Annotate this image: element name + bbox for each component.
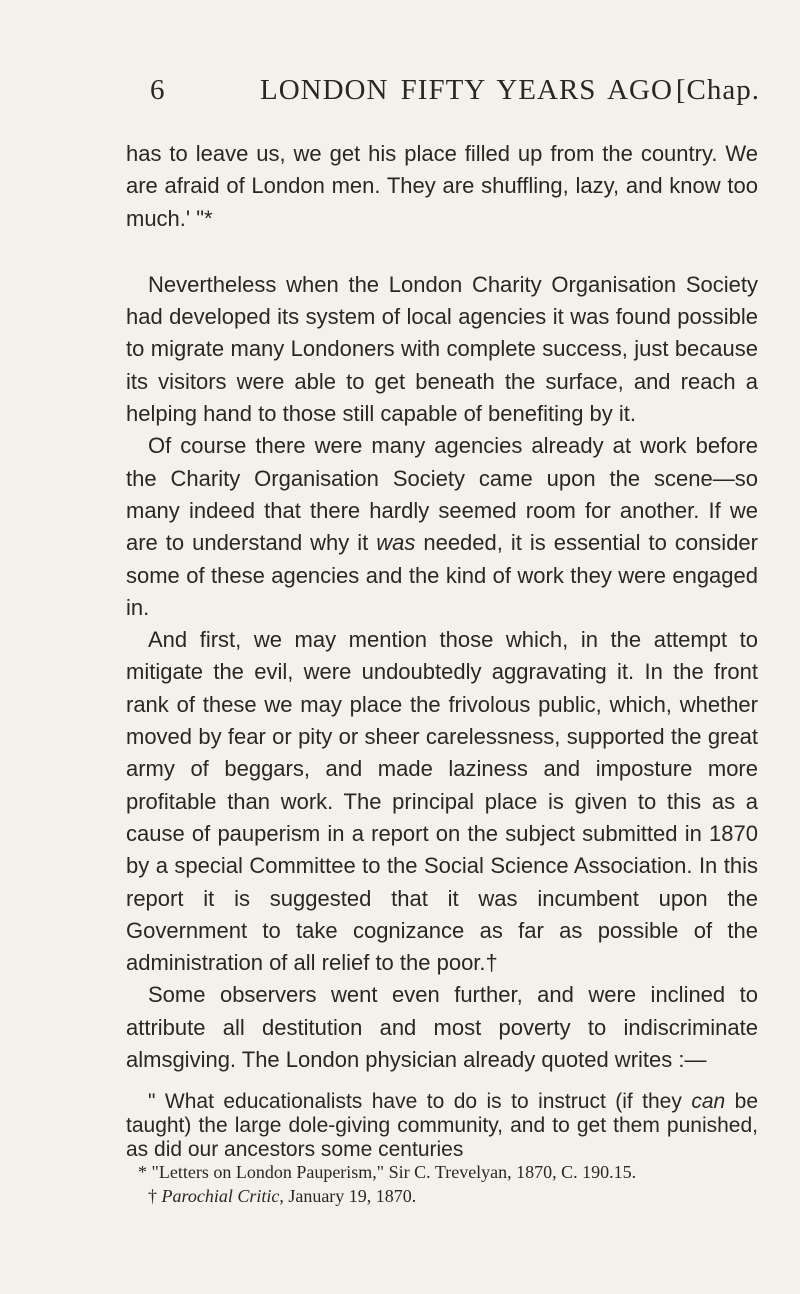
quote-text-a: " What educationalists have to do is to instruct (if they: [148, 1090, 692, 1114]
running-header: [150, 74, 760, 114]
footnotes: [126, 1160, 758, 1208]
block-quote: [126, 1090, 758, 1162]
footnote-2-mark: †: [148, 1186, 162, 1206]
paragraph-3-text-a: Of course there were many agencies already at work before the Charity Organisation Society came upon the scene—so many indeed that there hardly seemed room for another. If we are to understand why it: [126, 433, 758, 556]
chapter-marker: [Chap.: [675, 74, 760, 106]
quote-emphasis: can: [691, 1090, 726, 1114]
footnote-2-source: Parochial Critic: [161, 1186, 280, 1206]
paragraph-5: Some observers went even further, and were inclined to attribute all destitution and most poverty to indiscriminate almsgiving. The London physician already quoted writes :—: [126, 982, 758, 1073]
footnote-2: [126, 1184, 758, 1208]
paragraph-3: [126, 430, 758, 624]
paragraph-3-emphasis: was: [376, 530, 416, 556]
paragraph-3-text-b: needed, it is essential to consider some of these agencies and the kind of work they were engaged in.: [126, 530, 758, 620]
paragraph-4: And first, we may mention those which, in the attempt to mitigate the evil, were undoubtedly aggravating it. In the front rank of these we may place the frivolous public, which, whether moved by fear or pity or sheer carelessness, supported the great army of beggars, and made laziness and imposture more profitable than work. The principal place is given to this as a cause of pauperism in a report on the subject submitted in 1870 by a special Committee to the Social Science Association. In this report it is suggested that it was incumbent upon the Government to take cognizance as far as possible of the administration of all relief to the poor.†: [126, 627, 758, 976]
quote-text-b: be taught) the large dole-giving community, and to get them punished, as did our ancestors some centuries: [126, 1090, 758, 1162]
running-title: LONDON FIFTY YEARS AGO: [260, 74, 673, 106]
body-text: [126, 138, 758, 1162]
footnote-1: * "Letters on London Pauperism," Sir C. Trevelyan, 1870, C. 190.15.: [138, 1162, 637, 1182]
paragraph-2: Nevertheless when the London Charity Organisation Society had developed its system of local agencies it was found possible to migrate many Londoners with complete success, just because its visitors were able to get beneath the surface, and reach a helping hand to those still capable of benefiting by it.: [126, 271, 758, 427]
paragraph-1: has to leave us, we get his place filled up from the country. We are afraid of London men. They are shuffling, lazy, and know too much.' "*: [126, 141, 758, 231]
page-number: 6: [150, 74, 166, 106]
footnote-2-date: , January 19, 1870.: [279, 1186, 417, 1206]
